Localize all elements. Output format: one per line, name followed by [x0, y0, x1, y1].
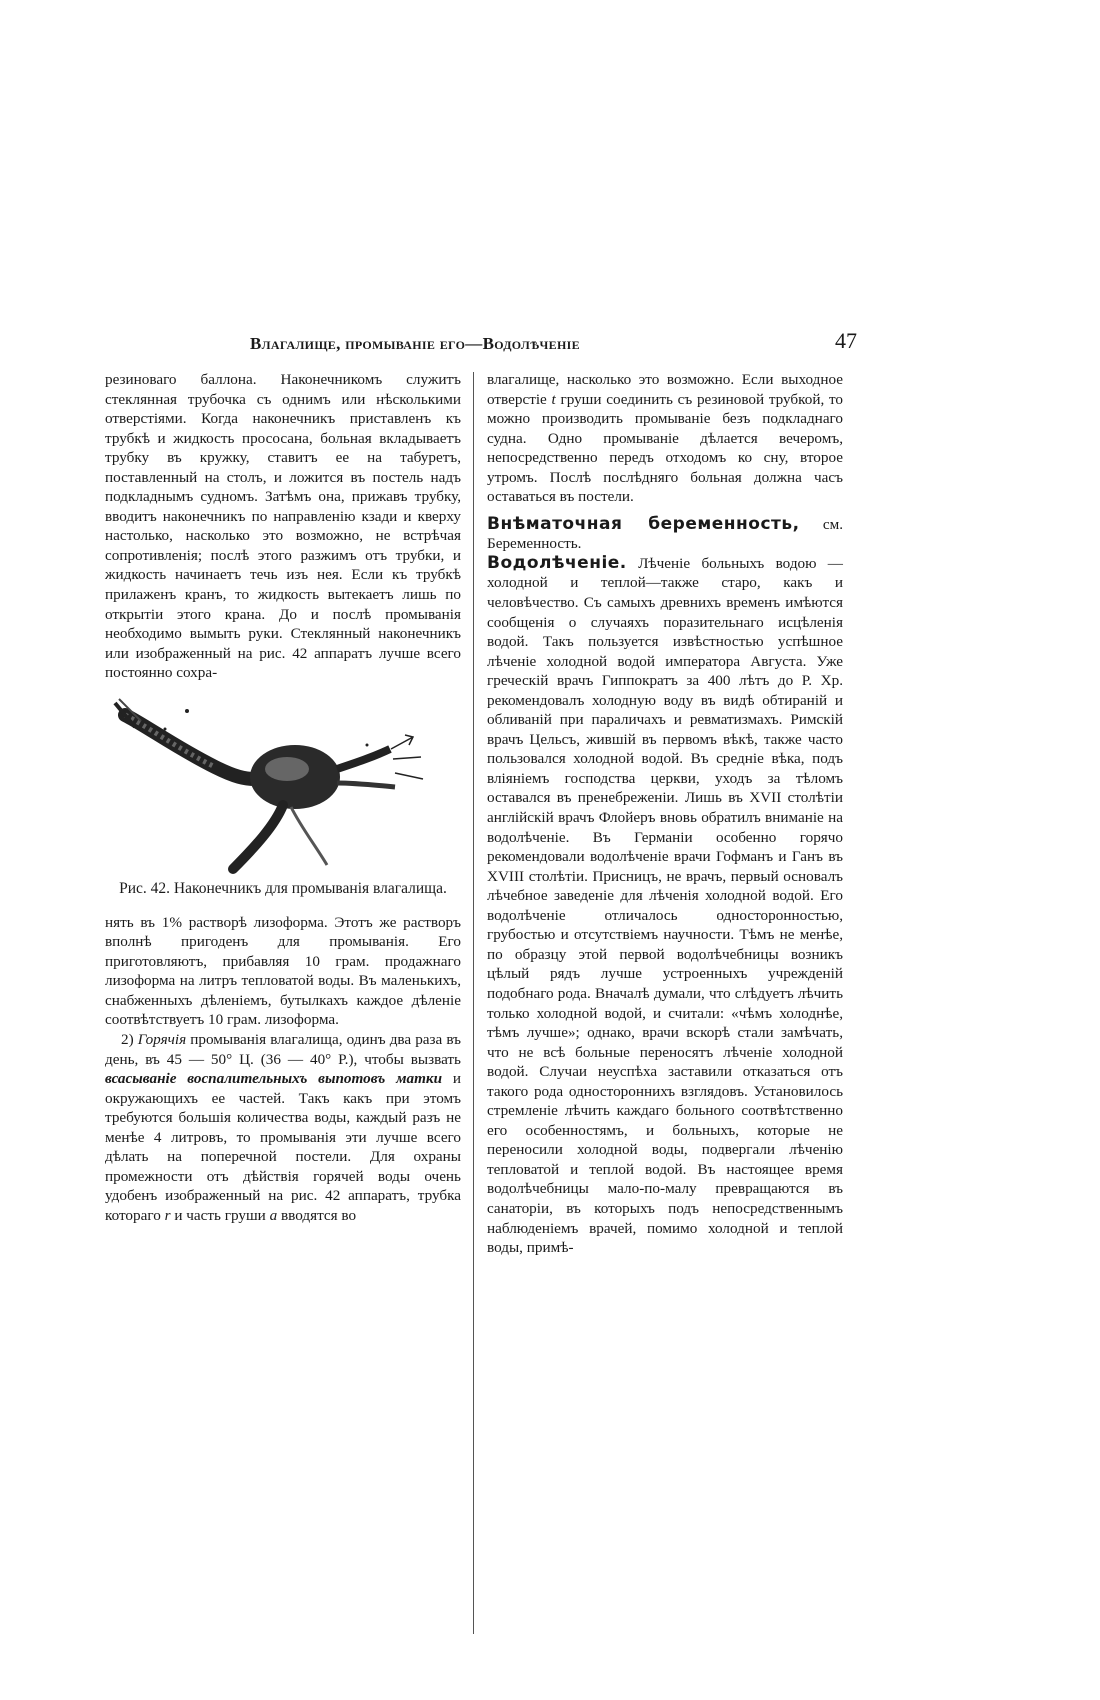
figure-42: [105, 697, 461, 899]
para3-letter-a: a: [269, 1206, 278, 1224]
page-header: [100, 328, 900, 368]
left-paragraph-3: [105, 1030, 461, 1225]
para3-text-a: промыванія влагалища, одинъ два раза въ день, въ 45 — 50° Ц. (36 — 40° Р.), чтобы вызвать: [105, 1031, 461, 1068]
left-paragraph-1: резиноваго баллона. Наконечникомъ служитъ стеклянная трубочка съ однимъ или нѣсколькими отверстіями. Когда наконечникъ приставленъ къ трубкѣ и жидкость прососана, больная вкладываетъ трубку въ кружку, ставитъ ее на табуретъ, поставленный на столъ, и ложится въ постель надъ подкладнымъ судномъ. Затѣмъ она, прижавъ трубку, вводитъ наконечникъ по направленію кзади и кверху настолько, насколько это возможно, не встрѣчая сопротивленія; послѣ этого разжимъ отъ трубки, и жидкость начинаетъ течь изъ нея. Если къ трубкѣ прилаженъ кранъ, то жидкость вытекаетъ лишь по открытіи этого крана. До и послѣ промыванія необходимо вымыть руки. Стеклянный наконечникъ или изображенный на рис. 42 аппаратъ лучше всего постоянно сохра-: [105, 371, 461, 682]
para3-lead: 2): [121, 1031, 134, 1049]
right-paragraph-1: [487, 370, 843, 507]
para3-italic-term: Горячія: [137, 1031, 187, 1049]
left-column: [105, 370, 461, 1226]
para3-text-b: и окружающихъ ее частей. Такъ какъ при этомъ требуются большія количества воды, каждый разъ не менѣе 4 литровъ, то промыванія эти лучше всего дѣлать на поперечной постели. Для охраны промежности отъ дѣйствія горячей воды очень удобенъ изображенный на рис. 42 аппаратъ, трубка котораго: [105, 1070, 461, 1224]
entry-head-ectopic: Внѣматочная беременность,: [487, 513, 800, 534]
para3-text-d: вводятся во: [280, 1206, 357, 1224]
entry-hydrotherapy: [487, 554, 843, 1258]
column-divider: [473, 372, 474, 1634]
figure-caption: Рис. 42. Наконечникъ для промыванія влагалища.: [119, 879, 447, 897]
para3-letter-r: r: [164, 1206, 171, 1224]
entry-ectopic-pregnancy: [487, 515, 843, 554]
para3-text-c: и часть груши: [174, 1206, 266, 1224]
left-paragraph-2: нять въ 1% растворѣ лизоформа. Этотъ же растворъ вполнѣ пригоденъ для промыванія. Его приготовляютъ, прибавляя 10 грам. продажнаго лизоформа на литръ тепловатой воды. Въ маленькихъ, снабженныхъ дѣленіемъ, бутылкахъ каждое дѣленіе соотвѣтствуетъ 10 грам. лизоформа.: [105, 913, 461, 1029]
right-p1-text-a: влагалище, насколько это возможно. Если выходное отверстіе: [487, 371, 843, 408]
entry-head-hydrotherapy: Водолѣченіе.: [487, 552, 627, 573]
right-column: [487, 370, 843, 1258]
vaginal-nozzle-illustration: [105, 697, 461, 875]
right-p1-letter-t: t: [551, 390, 556, 408]
running-title: Влагалище, промываніе его—Водолѣченіе: [250, 334, 580, 353]
page-number: 47: [835, 328, 857, 353]
right-p1-text-b: груши соединить съ резиновой трубкой, то можно производить промываніе безъ подкладнаго судна. Одно промываніе дѣлается вечеромъ, непосредственно передъ отходомъ ко сну, второе утромъ. Послѣ послѣдняго больная должна часъ оставаться въ постели.: [487, 390, 844, 506]
entry-body-hydrotherapy: Лѣченіе больныхъ водою — холодной и теплой—также старо, какъ и человѣчество. Съ самыхъ древнихъ временъ имѣются сообщенія о случаяхъ поразительнаго исцѣленія водой. Такъ пользуется извѣстностью успѣшное лѣченіе холодной водой императора Августа. Уже греческій врачъ Гиппократъ за 400 лѣтъ до Р. Хр. рекомендовалъ холодную воду въ видѣ обтираній и обливаній при параличахъ и ревматизмахъ. Римскій врачъ Цельсъ, жившій въ первомъ вѣкѣ, также часто пользовался холодной водой. Въ средніе вѣка, подъ вліяніемъ господства церкви, уходъ за тѣломъ оставался въ пренебреженіи. Лишь въ XVII столѣтіи англійскій врачъ Флойеръ вновь обратилъ вниманіе на водолѣченіе. Въ Германіи особенно горячо рекомендовали водолѣченіе врачи Гофманъ и Ганъ въ XVIII столѣтіи. Присницъ, не врачъ, первый основалъ лѣчебное заведеніе для лѣченія холодной водой. Его водолѣченіе отличалось односторонностью, грубостью и отсутствіемъ научности. Тѣмъ не менѣе, по образцу этой первой водолѣчебницы возникъ цѣлый рядъ лучше устроенныхъ учрежденій подобнаго рода. Вначалѣ думали, что слѣдуетъ лѣчить только холодной водой, и считали: «чѣмъ холоднѣе, тѣмъ лучше»; однако, врачи вскорѣ стали замѣчать, что не всѣ больные переносятъ лѣченіе холодной водой. Случаи неуспѣха заставили отказаться отъ такого рода одностороннихъ взглядовъ. Установилось стремленіе лѣчить каждаго больного соотвѣтственно его особенностямъ, и больныхъ, которые не переносили холодной воды, подвергали лѣченію тепловатой и теплой водой. Въ настоящее время водолѣчебницы мало-по-малу превращаются въ санаторіи, въ которыхъ подъ непосредственнымъ наблюденіемъ врачей, помимо холодной и теплой воды, примѣ-: [487, 554, 843, 1257]
entry-body-ectopic: см. Беременность.: [487, 515, 843, 553]
para3-emphasis: всасываніе воспалительныхъ выпотовъ матки: [105, 1070, 443, 1088]
